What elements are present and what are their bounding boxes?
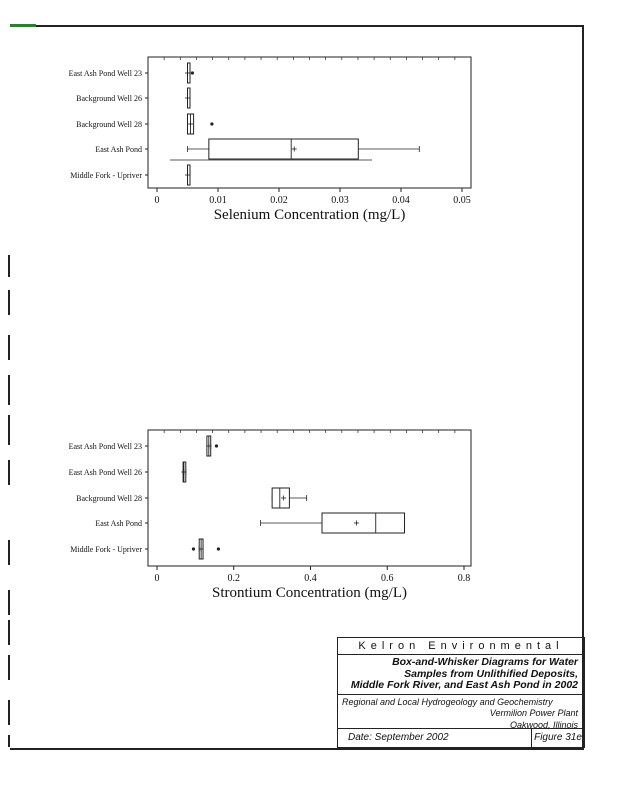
iqr-box [209, 139, 358, 159]
figure-title-line: Middle Fork River, and East Ash Pond in 2002 [350, 679, 578, 691]
x-axis-label: Strontium Concentration (mg/L) [212, 585, 407, 601]
category-label: East Ash Pond Well 26 [68, 468, 142, 477]
category-label: East Ash Pond [95, 145, 142, 154]
x-tick-label: 0.8 [457, 573, 471, 584]
x-tick-label: 0.4 [304, 573, 317, 584]
figure-date: Date: September 2002 [338, 729, 532, 747]
category-label: Middle Fork - Upriver [70, 545, 142, 554]
outlier-point [217, 547, 220, 550]
iqr-box [272, 488, 289, 508]
x-axis-label: Selenium Concentration (mg/L) [213, 207, 406, 223]
x-tick-label: 0 [154, 195, 160, 206]
category-label: Background Well 26 [76, 94, 142, 103]
x-tick-label: 0.03 [331, 195, 349, 206]
category-label: Middle Fork - Upriver [70, 171, 142, 180]
x-tick-label: 0.6 [381, 573, 394, 584]
plot-frame [148, 430, 471, 566]
figure-title-line: Samples from Unlithified Deposits, [404, 667, 578, 680]
iqr-box [322, 513, 405, 533]
x-tick-label: 0.05 [453, 195, 471, 206]
outlier-point [215, 444, 218, 447]
category-label: East Ash Pond Well 23 [68, 69, 142, 78]
figure-number: Figure 31e [534, 732, 582, 743]
category-label: Background Well 28 [76, 120, 142, 129]
x-tick-label: 0.2 [227, 573, 240, 584]
project-line: Vermilion Power Plant [489, 708, 578, 718]
company-name: Kelron Environmental [338, 638, 584, 655]
strontium-chart [69, 430, 471, 601]
x-tick-label: 0.01 [209, 195, 227, 206]
figure-title-line: Box-and-Whisker Diagrams for Water [392, 656, 578, 668]
figure-title [338, 655, 584, 695]
selenium-chart [69, 57, 471, 223]
plot-frame [148, 57, 471, 188]
title-block [337, 637, 585, 748]
project-line: Oakwood, Illinois [509, 719, 578, 730]
project-line: Regional and Local Hydrogeology and Geochemistry [342, 696, 553, 707]
outlier-point [191, 71, 194, 74]
x-tick-label: 0.04 [392, 195, 410, 206]
outlier-point [192, 547, 195, 550]
title-block-footer [338, 728, 584, 747]
x-tick-label: 0.02 [270, 195, 288, 206]
category-label: Background Well 28 [76, 494, 142, 503]
x-tick-label: 0 [154, 573, 160, 584]
category-label: East Ash Pond Well 23 [68, 442, 142, 451]
category-label: East Ash Pond [95, 519, 142, 528]
outlier-point [210, 122, 213, 125]
